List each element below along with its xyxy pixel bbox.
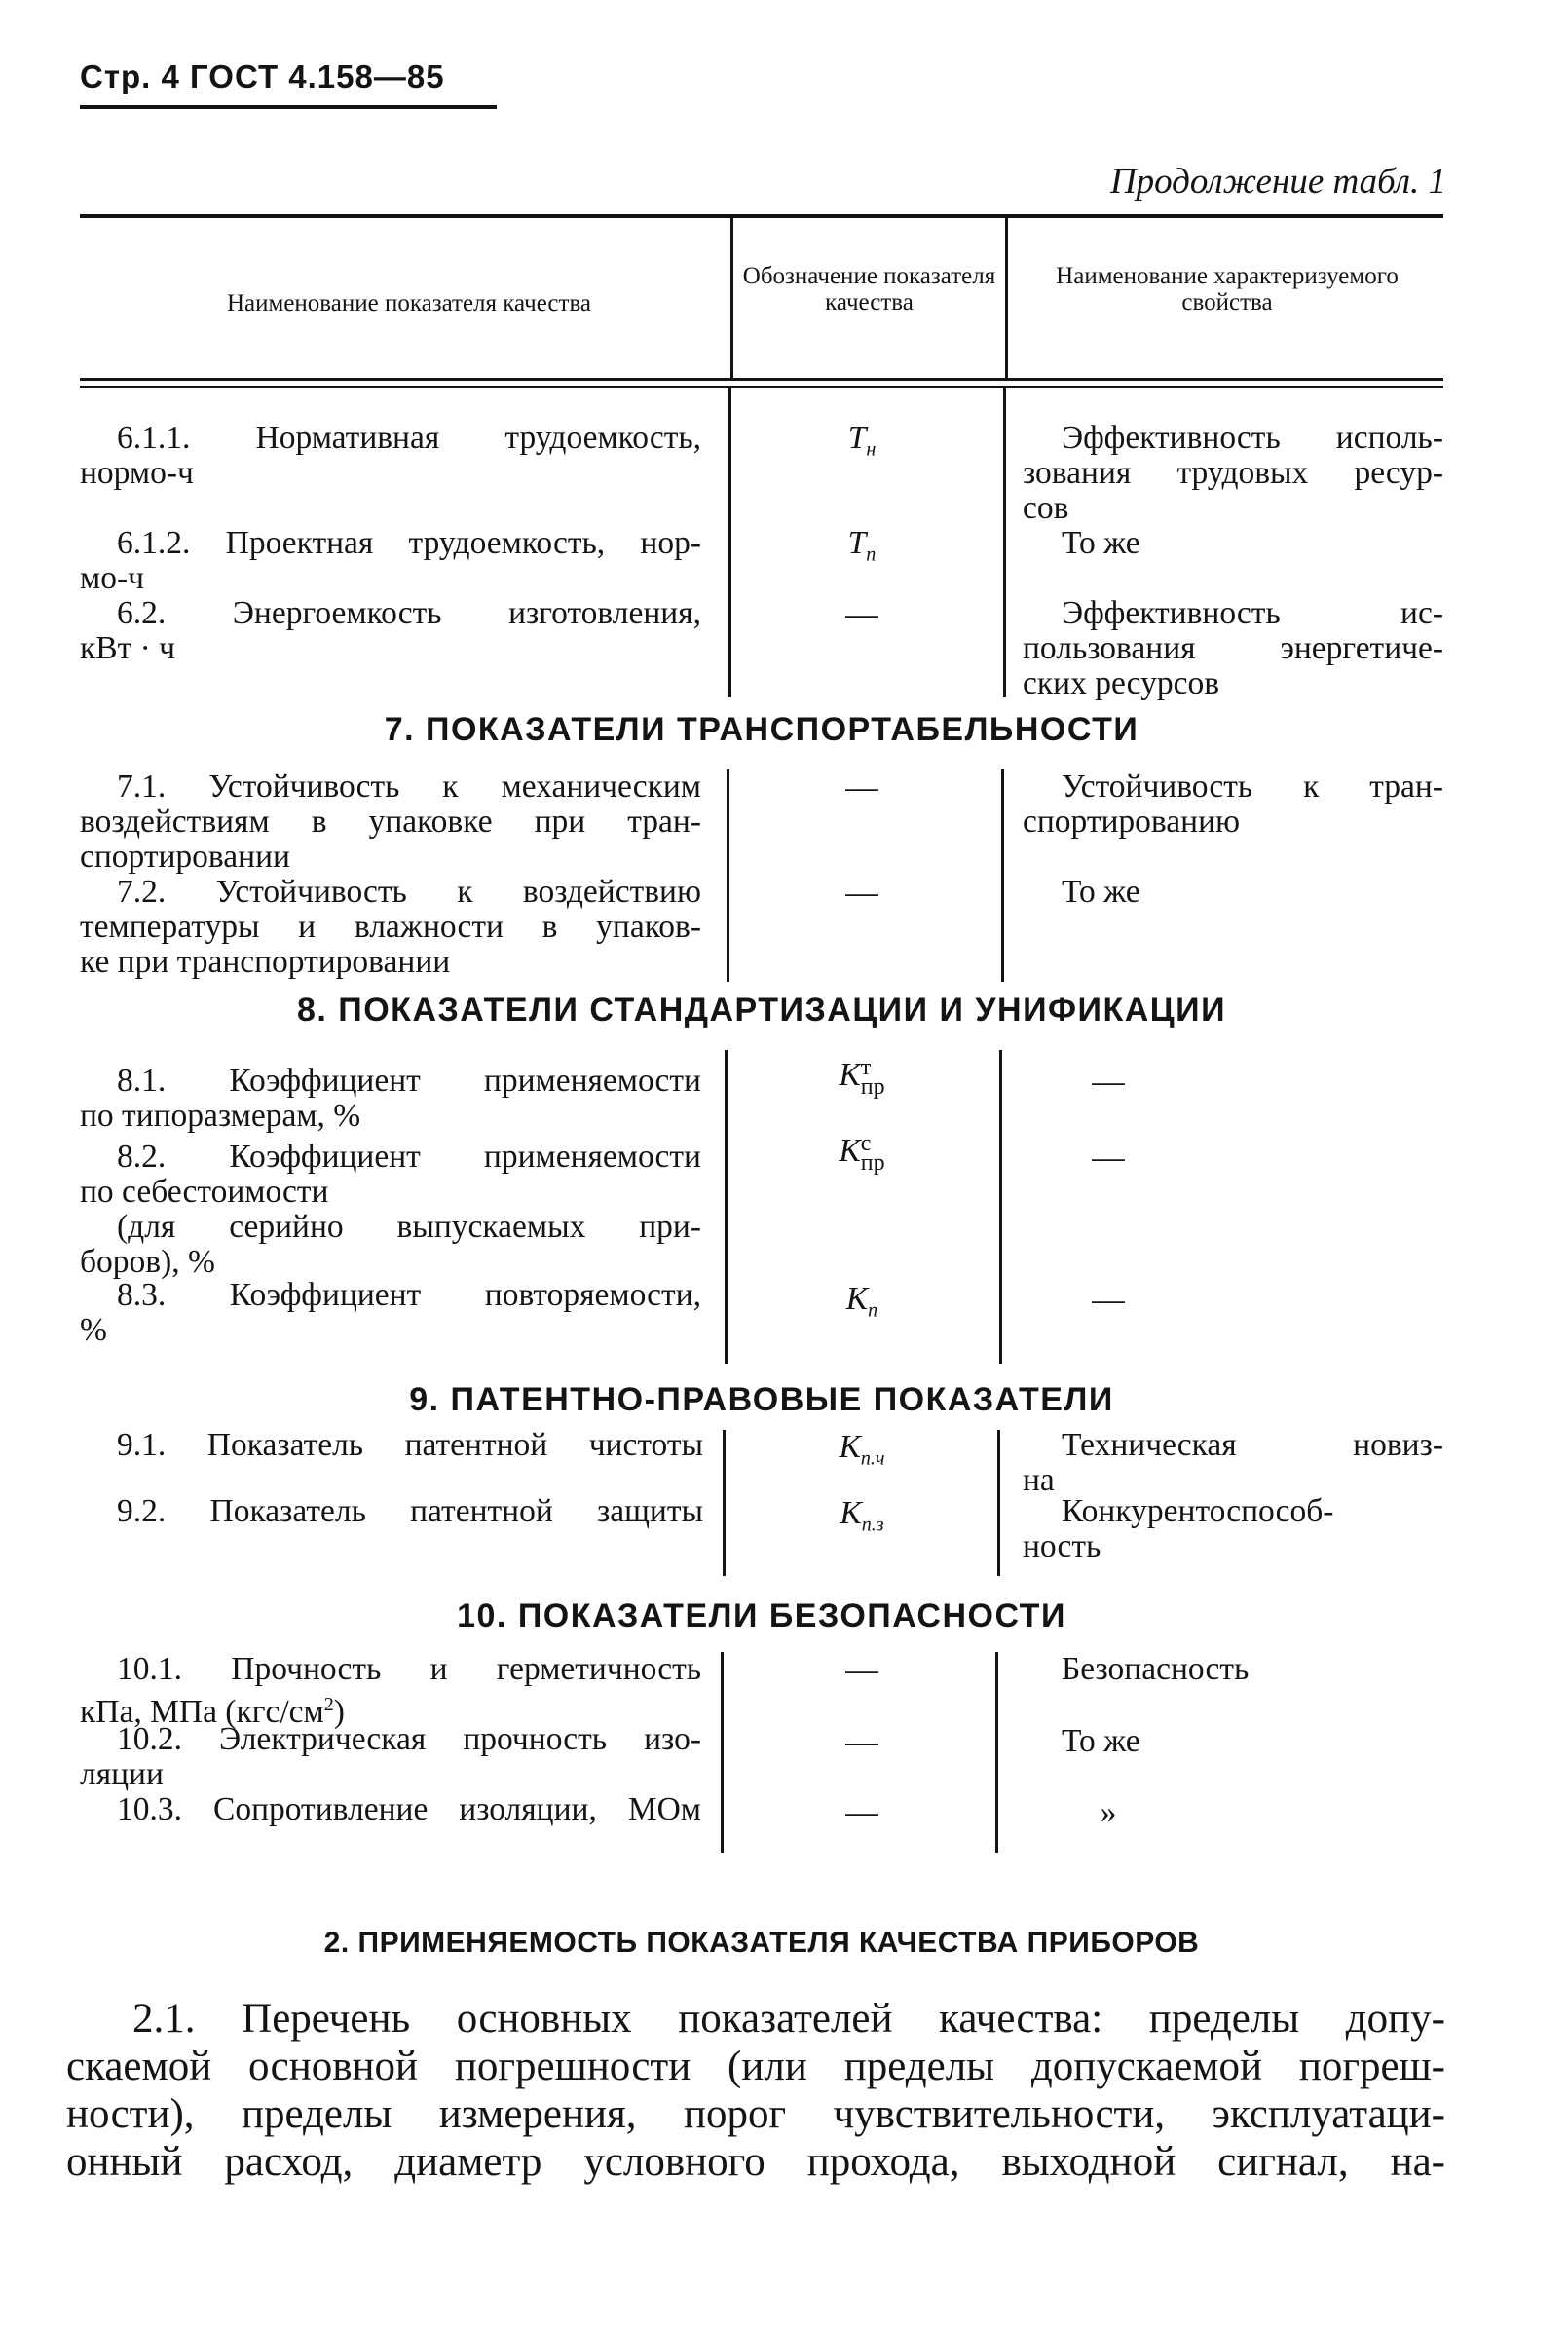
section-7-heading: 7. ПОКАЗАТЕЛИ ТРАНСПОРТАБЕЛЬНОСТИ <box>384 711 1139 748</box>
row-7-1-name: 7.1. Устойчивость к механическим воздействиям в упаковке при тран- спортировании <box>80 769 701 875</box>
header-rule <box>80 105 497 109</box>
row-7-2-property: То же <box>1062 874 1140 910</box>
row-7-2-name: 7.2. Устойчивость к воздействию температуры и влажности в упаков- ке при транспортировании <box>80 874 701 980</box>
paragraph-2-1: 2.1. Перечень основных показателей качества: пределы допу- скаемой основной погрешности (или пределы допускаемой погреш- ности), пределы измерения, порог чувствительности, эксплуатаци- онный расход, диаметр условного прохода, выходной сигнал, на- <box>66 1996 1445 2185</box>
header-bottom-rule-2 <box>80 386 1443 388</box>
row-8-3-property: — <box>1092 1282 1125 1318</box>
row-10-3-symbol: — <box>845 1794 878 1830</box>
row-9-1-name: 9.1. Показатель патентной чистоты <box>117 1427 703 1463</box>
page-header: Стр. 4 ГОСТ 4.158—85 <box>80 58 445 94</box>
row-9-2-symbol: $K_{п.з}$ <box>840 1495 884 1536</box>
row-8-2-symbol: Kс пр <box>839 1131 885 1177</box>
section-9-heading: 9. ПАТЕНТНО-ПРАВОВЫЕ ПОКАЗАТЕЛИ <box>409 1381 1114 1418</box>
row-6-1-2-symbol: $T_п$ <box>847 525 877 566</box>
section-2-heading: 2. ПРИМЕНЯЕМОСТЬ ПОКАЗАТЕЛЯ КАЧЕСТВА ПРИБОРОВ <box>323 1927 1200 1959</box>
row-6-1-2-name: 6.1.2. Проектная трудоемкость, нор- мо-ч <box>80 525 701 596</box>
row-9-2-property: Конкурентоспособ- ность <box>1023 1493 1334 1564</box>
row-6-1-2-property: То же <box>1062 525 1140 561</box>
row-9-2-name: 9.2. Показатель патентной защиты <box>117 1493 703 1529</box>
row-10-1-name: 10.1. Прочность и герметичность кПа, МПа $(кгс/см^2)$ <box>80 1651 701 1731</box>
row-7-1-symbol: — <box>845 769 878 806</box>
col-divider-block9-b <box>997 1430 1000 1576</box>
row-10-3-property: » <box>1100 1794 1117 1830</box>
row-7-1-property: Устойчивость к тран- спортированию <box>1023 769 1443 840</box>
row-6-1-1-symbol: $T_н$ <box>847 420 877 461</box>
row-8-3-symbol: $K_п$ <box>845 1281 878 1322</box>
row-8-1-symbol: Kт пр <box>839 1055 885 1101</box>
section-10-heading: 10. ПОКАЗАТЕЛИ БЕЗОПАСНОСТИ <box>457 1597 1066 1634</box>
row-10-1-symbol: — <box>845 1652 878 1688</box>
column-header-property-text: Наименование характеризуемого свойства <box>1056 263 1399 316</box>
col-divider-block9-a <box>723 1430 726 1576</box>
col-divider-block7-b <box>1001 769 1004 982</box>
col-divider-block6-b <box>1003 388 1006 697</box>
row-8-1-name: 8.1. Коэффициент применяемости по типоразмерам, % <box>80 1063 701 1134</box>
row-6-1-1-name: 6.1.1. Нормативная трудоемкость, нормо-ч <box>80 420 701 491</box>
row-8-1-property: — <box>1092 1064 1125 1100</box>
header-col-divider-1 <box>730 218 733 379</box>
header-bottom-rule-1 <box>80 378 1443 381</box>
row-10-2-symbol: — <box>845 1724 878 1760</box>
row-10-2-property: То же <box>1062 1723 1140 1759</box>
row-6-2-property: Эффективность ис- пользования энергетиче- ских ресурсов <box>1023 595 1443 701</box>
row-10-3-name: 10.3. Сопротивление изоляции, МОм <box>117 1791 701 1827</box>
column-header-symbol <box>740 263 998 316</box>
column-header-name: Наименование показателя качества <box>226 290 592 317</box>
row-10-1-property: Безопасность <box>1062 1651 1250 1687</box>
column-header-property <box>1013 263 1441 316</box>
table-continuation-label: Продолжение табл. 1 <box>1109 162 1446 202</box>
row-7-2-symbol: — <box>845 875 878 911</box>
header-col-divider-2 <box>1005 218 1008 379</box>
col-divider-block7-a <box>727 769 729 982</box>
row-10-2-name: 10.2. Электрическая прочность изо- ляции <box>80 1721 701 1792</box>
row-8-2-property: — <box>1092 1140 1125 1176</box>
row-9-1-property: Техническая новиз- на <box>1023 1427 1443 1498</box>
row-9-1-symbol: $K_{п.ч}$ <box>839 1429 885 1470</box>
col-divider-block6-a <box>728 388 731 697</box>
table-top-rule <box>80 214 1443 218</box>
row-6-1-1-property: Эффективность исполь- зования трудовых ресур- сов <box>1023 420 1443 526</box>
row-8-3-name: 8.3. Коэффициент повторяемости, % <box>80 1277 701 1348</box>
col-divider-block10-a <box>721 1652 724 1853</box>
column-header-symbol-text: Обозначение показателя качества <box>742 263 996 316</box>
col-divider-block8-a <box>725 1050 728 1364</box>
section-8-heading: 8. ПОКАЗАТЕЛИ СТАНДАРТИЗАЦИИ И УНИФИКАЦИИ <box>297 992 1226 1029</box>
row-6-2-name: 6.2. Энергоемкость изготовления, кВт · ч <box>80 595 701 666</box>
row-6-2-symbol: — <box>845 596 878 632</box>
row-8-2-name: 8.2. Коэффициент применяемости по себестоимости (для серийно выпускаемых при- боров), % <box>80 1139 701 1280</box>
